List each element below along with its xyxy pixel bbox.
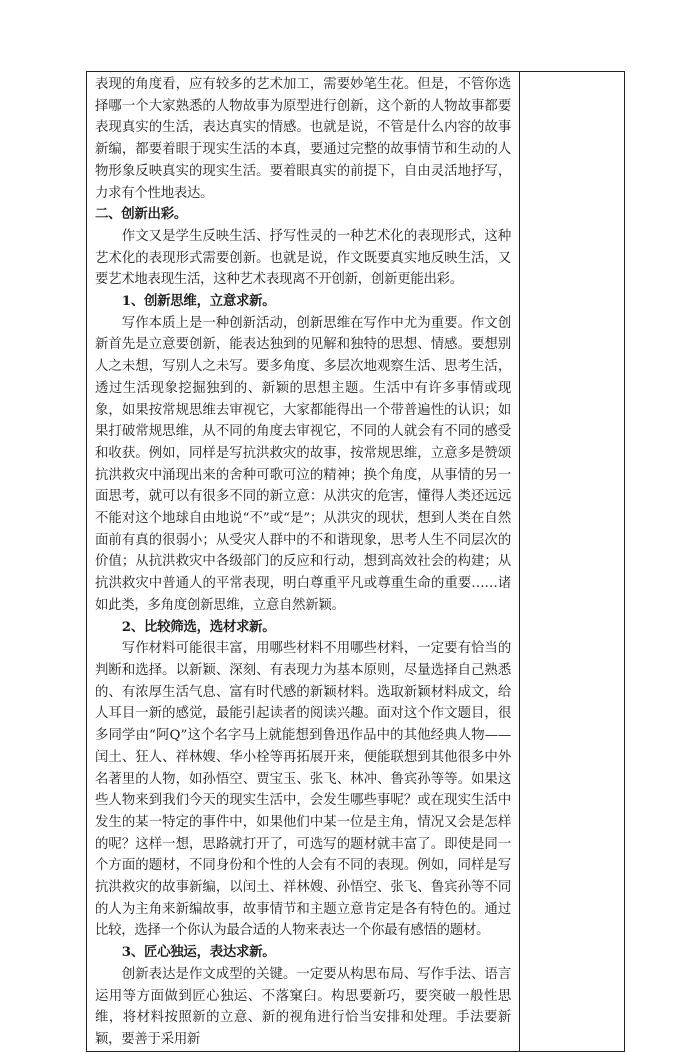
subheading-1: 1、创新思维，立意求新。	[121, 293, 276, 310]
paragraph-3: 创新表达是作文成型的关键。一定要从构思布局、写作手法、语言运用等方面做到匠心独运、不落窠臼。构思要新巧，要突破一般性思维，将材料按照新的立意、新的视角进行恰当安排和处理。手法要新颖，要善于采用新	[95, 966, 511, 1047]
subheading-3: 3、匠心独运，表达求新。	[121, 944, 276, 961]
paragraph-intro: 表现的角度看，应有较多的艺术加工，需要妙笔生花。但是，不管你选择哪一个大家熟悉的人物故事为原型进行创新，这个新的人物故事都要表现真实的生活，表达真实的情感。也就是说，不管是什么内容的故事新编，都要着眼于现实生活的本真，要通过完整的故事情节和生动的人物形象反映真实的现实生活。要着眼真实的前提下，自由灵活地抒写，力求有个性地表达。	[95, 77, 511, 201]
notes-cell	[520, 72, 625, 1052]
content-cell	[87, 72, 520, 1052]
document-table	[86, 71, 625, 1052]
subheading-2: 2、比较筛选，选材求新。	[121, 618, 276, 635]
section-heading: 二、创新出彩。	[95, 206, 187, 223]
paragraph-2: 写作材料可能很丰富，用哪些材料不用哪些材料，一定要有恰当的判断和选择。以新颖、深刻、有表现力为基本原则，尽量选择自己熟悉的、有浓厚生活气息、富有时代感的新颖材料。选取新颖材料成文，给人耳目一新的感觉，最能引起读者的阅读兴趣。面对这个作文题目，很多同学由“阿Q”这个名字马上就能想到鲁迅作品中的其他经典人物——闰土、狂人、祥林嫂、华小栓等再拓展开来，便能联想到其他很多中外名著里的人物，如孙悟空、贾宝玉、张飞、林冲、鲁宾孙等等。如果这些人物来到我们今天的现实生活中，会发生哪些事呢？或在现实生活中发生的某一特定的事件中，如果他们中某一位是主角，情况又会是怎样的呢？这样一想，思路就打开了，可选写的题材就丰富了。即使是同一个方面的题材，不同身份和个性的人会有不同的表现。例如，同样是写抗洪救灾的故事新编，以闰土、祥林嫂、孙悟空、张飞、鲁宾孙等不同的人为主角来新编故事，故事情节和主题立意肯定是各有特色的。通过比较，选择一个你认为最合适的人物来表达一个你最有感悟的题材。	[95, 641, 511, 939]
paragraph-section-intro: 作文又是学生反映生活、抒写性灵的一种艺术化的表现形式，这种艺术化的表现形式需要创新。也就是说，作文既要真实地反映生活，又要艺术地表现生活，这种艺术表现离不开创新，创新更能出彩。	[95, 228, 511, 288]
article-body	[87, 72, 519, 1051]
paragraph-1: 写作本质上是一种创新活动，创新思维在写作中尤为重要。作文创新首先是立意要创新，能表达独到的见解和独特的思想、情感。要想别人之未想，写别人之未写。要多角度、多层次地观察生活、思考生活，透过生活现象挖掘独到的、新颖的思想主题。生活中有许多事情或现象，如果按常规思维去审视它，大家都能得出一个带普遍性的认识；如果打破常规思维，从不同的角度去审视它，不同的人就会有不同的感受和收获。例如，同样是写抗洪救灾的故事，按常规思维，立意多是赞颂抗洪救灾中涌现出来的舍种可歌可泣的精神；换个角度，从事情的另一面思考，就可以有很多不同的新立意：从洪灾的危害，懂得人类还远远不能对这个地球自由地说“不”或“是”；从洪灾的现状，想到人类在自然面前有真的很弱小；从受灾人群中的不和谐现象，思考人生不同层次的价值；从抗洪救灾中各级部门的反应和行动，想到高效社会的构建；从抗洪救灾中普通人的平常表现，明白尊重平凡或尊重生命的重要……诸如此类，多角度创新思维，立意自然新颖。	[95, 315, 511, 613]
